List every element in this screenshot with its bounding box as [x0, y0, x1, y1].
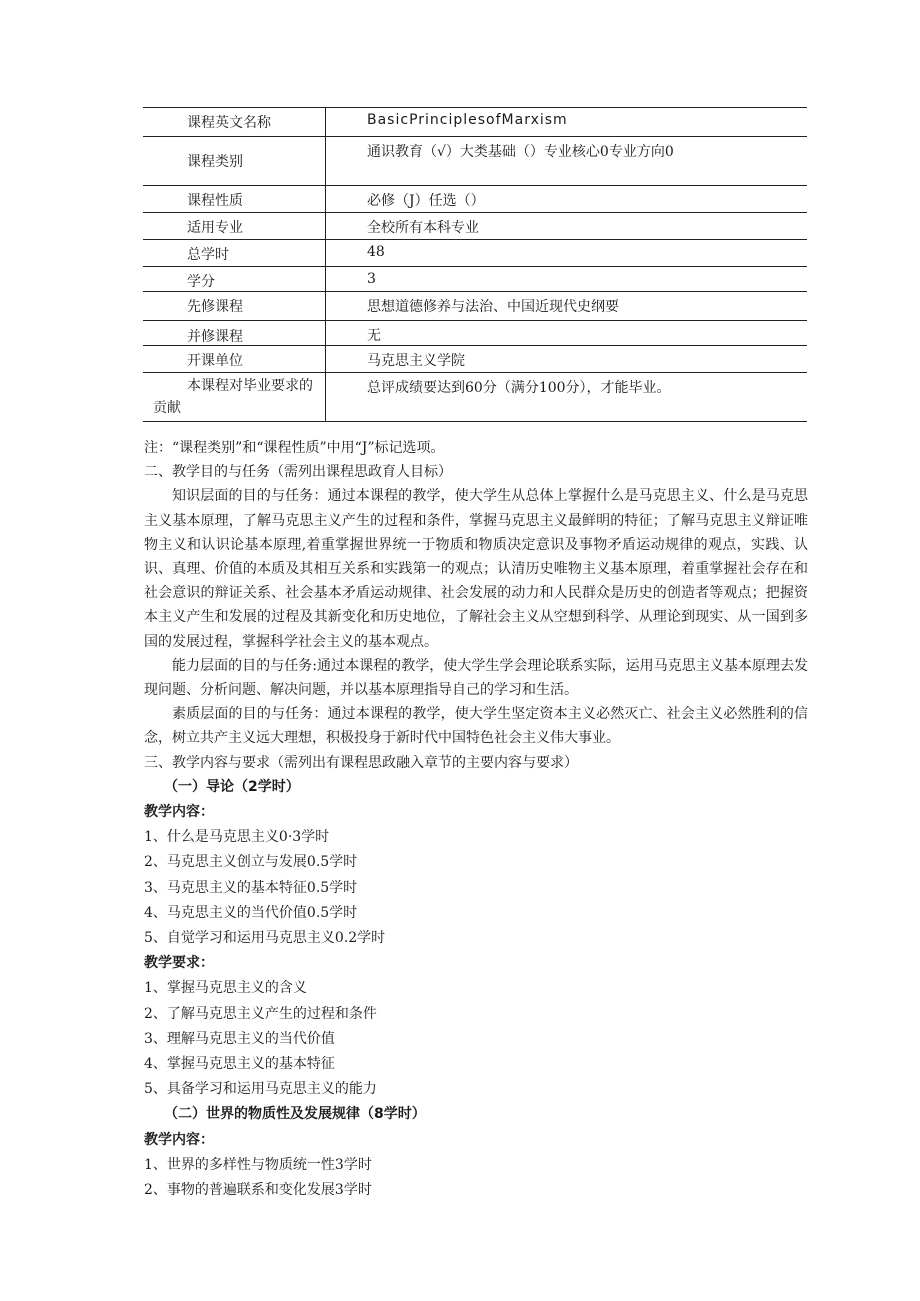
- list-item: 1、世界的多样性与物质统一性3学时: [144, 1156, 372, 1173]
- list-item: 3、理解马克思主义的当代价值: [144, 1030, 335, 1047]
- list-item: 2、马克思主义创立与发展0.5学时: [144, 854, 358, 871]
- list-item: 4、掌握马克思主义的基本特征: [144, 1056, 335, 1073]
- table-row: [143, 372, 807, 422]
- requirements-label: 教学要求：: [144, 955, 214, 972]
- row-value: 3: [367, 271, 376, 287]
- row-label: 本课程对毕业要求的贡献: [153, 378, 313, 416]
- row-label: 适用专业: [187, 220, 243, 236]
- row-value: 必修（J）任选（）: [367, 193, 485, 209]
- row-value: 通识教育（√）大类基础（）专业核心0专业方向0: [367, 144, 674, 160]
- list-item: 2、了解马克思主义产生的过程和条件: [144, 1005, 377, 1022]
- list-item: 4、马克思主义的当代价值0.5学时: [144, 904, 358, 921]
- table-row: [143, 239, 807, 266]
- course-info-table: [143, 107, 807, 422]
- table-row: [143, 320, 807, 345]
- list-item: 1、掌握马克思主义的含义: [144, 980, 307, 997]
- row-value: 全校所有本科专业: [367, 220, 479, 236]
- row-label: 学分: [187, 274, 215, 290]
- paragraph: 素质层面的目的与任务：通过本课程的教学，使大学生坚定资本主义必然灭亡、社会主义必然胜利的信念，树立共产主义远大理想，积极投身于新时代中国特色社会主义伟大事业。: [144, 706, 808, 747]
- row-label: 课程类别: [187, 154, 243, 170]
- list-item: 5、自觉学习和运用马克思主义0.2学时: [144, 930, 386, 947]
- row-value: 总评成绩要达到60分（满分100分），才能毕业。: [367, 380, 671, 396]
- row-label: 总学时: [187, 247, 229, 263]
- chapter-heading: （二）世界的物质性及发展规律（8学时）: [164, 1106, 426, 1123]
- table-row: [143, 136, 807, 185]
- table-row: [143, 212, 807, 239]
- chapter-heading: （一）导论（2学时）: [164, 778, 300, 795]
- row-label: 开课单位: [187, 353, 243, 369]
- table-row: [143, 345, 807, 372]
- content-label: 教学内容：: [144, 1131, 214, 1148]
- row-label: 课程英文名称: [187, 115, 271, 131]
- row-label: 并修课程: [187, 329, 243, 345]
- table-note: 注：“课程类别”和“课程性质”中用“J”标记选项。: [144, 440, 445, 456]
- row-value: 48: [367, 244, 385, 260]
- list-item: 1、什么是马克思主义0·3学时: [144, 829, 330, 846]
- document-body: [144, 436, 808, 1203]
- paragraph: 知识层面的目的与任务：通过本课程的教学，使大学生从总体上掌握什么是马克思主义、什么是马克思主义基本原理，了解马克思主义产生的过程和条件，掌握马克思主义最鲜明的特征；了解马克思主义辩证唯物主义和认识论基本原理,着重掌握世界统一于物质和物质决定意识及事物矛盾运动规律的观点，实践、认识、真理、价值的本质及其相互关系和实践第一的观点；认清历史唯物主义基本原理，着重掌握社会存在和社会意识的辩证关系、社会基本矛盾运动规律、社会发展的动力和人民群众是历史的创造者等观点；把握资本主义产生和发展的过程及其新变化和历史地位，了解社会主义从空想到科学、从理论到现实、从一国到多国的发展过程，掌握科学社会主义的基本观点。: [144, 488, 808, 650]
- row-value: 无: [367, 328, 381, 344]
- list-item: 3、马克思主义的基本特征0.5学时: [144, 879, 358, 896]
- row-value: BasicPrinciplesofMarxism: [367, 112, 568, 128]
- row-value: 马克思主义学院: [367, 353, 465, 369]
- row-value: 思想道德修养与法治、中国近现代史纲要: [367, 299, 619, 315]
- table-row: [143, 107, 807, 136]
- list-item: 5、具备学习和运用马克思主义的能力: [144, 1081, 377, 1098]
- table-row: [143, 185, 807, 212]
- row-label: 先修课程: [187, 299, 243, 315]
- row-label: 课程性质: [187, 193, 243, 209]
- table-row: [143, 266, 807, 291]
- section-heading: 二、教学目的与任务（需列出课程思政育人目标）: [144, 464, 452, 481]
- content-label: 教学内容：: [144, 804, 214, 821]
- table-row: [143, 291, 807, 320]
- list-item: 2、事物的普遍联系和变化发展3学时: [144, 1182, 372, 1199]
- section-heading: 三、教学内容与要求（需列出有课程思政融入章节的主要内容与要求）: [144, 754, 578, 771]
- paragraph: 能力层面的目的与任务:通过本课程的教学，使大学生学会理论联系实际，运用马克思主义基本原理去发现问题、分析问题、解决问题，并以基本原理指导自己的学习和生活。: [144, 657, 808, 699]
